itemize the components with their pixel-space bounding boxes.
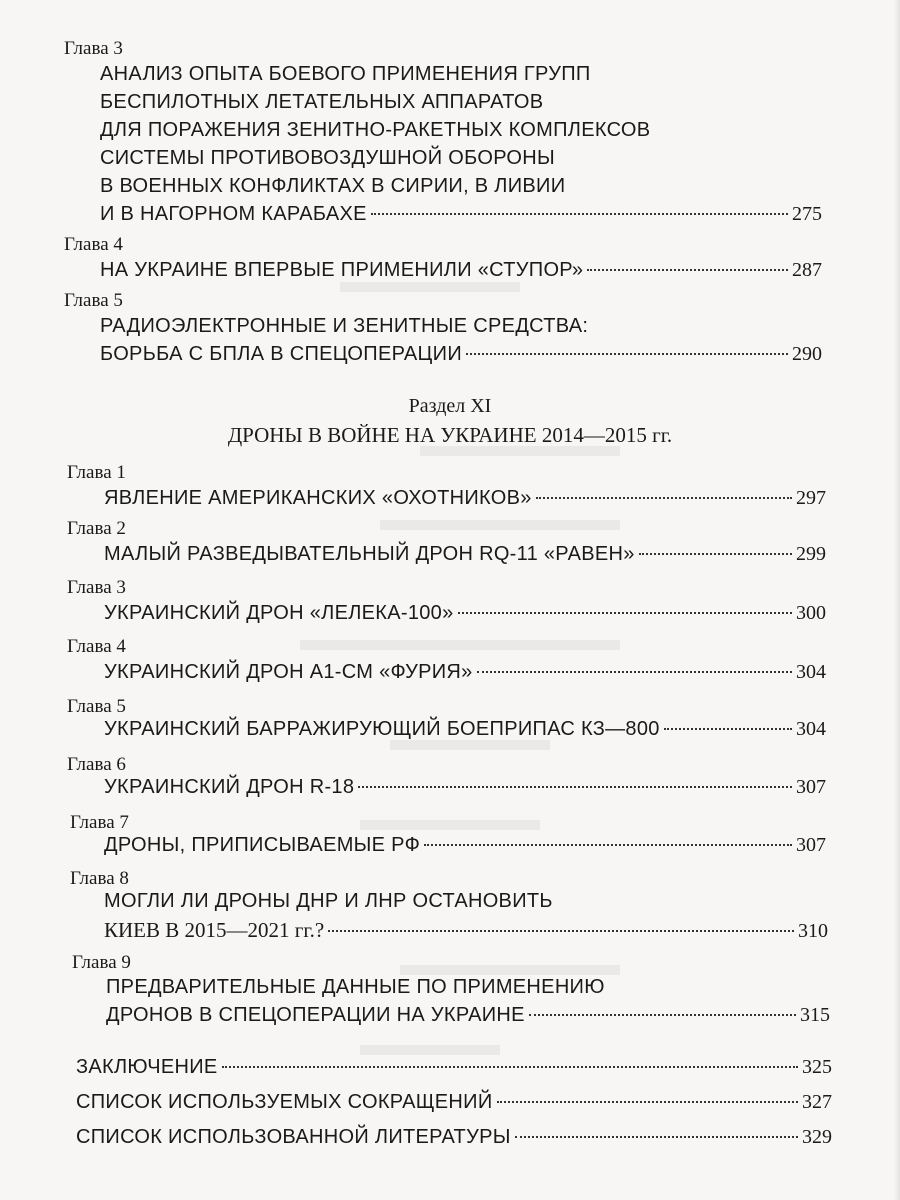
chapter-label: Глава 3 xyxy=(64,38,123,59)
chapter-title-line: АНАЛИЗ ОПЫТА БОЕВОГО ПРИМЕНЕНИЯ ГРУПП xyxy=(100,63,591,85)
page-number: 287 xyxy=(792,259,822,281)
toc-entry-title: СПИСОК ИСПОЛЬЗОВАННОЙ ЛИТЕРАТУРЫ xyxy=(76,1126,511,1148)
page-number: 275 xyxy=(792,203,822,225)
toc-entry-literature[interactable] xyxy=(76,1126,832,1149)
section-title: ДРОНЫ В ВОЙНЕ НА УКРАИНЕ 2014—2015 гг. xyxy=(227,423,673,447)
page-number: 310 xyxy=(798,920,828,942)
toc-entry[interactable] xyxy=(106,1004,830,1027)
chapter-title-line: БЕСПИЛОТНЫХ ЛЕТАТЕЛЬНЫХ АППАРАТОВ xyxy=(100,91,544,113)
toc-entry-abbreviations[interactable] xyxy=(76,1091,832,1114)
toc-entry-title: УКРАИНСКИЙ ДРОН «ЛЕЛЕКА-100» xyxy=(104,602,454,624)
dot-leader xyxy=(587,269,788,271)
dot-leader xyxy=(424,844,792,846)
dot-leader xyxy=(222,1066,798,1068)
toc-entry[interactable] xyxy=(104,918,828,943)
page-number: 327 xyxy=(802,1091,832,1113)
toc-entry-title: УКРАИНСКИЙ ДРОН А1-СМ «ФУРИЯ» xyxy=(104,661,473,683)
toc-entry-title: ЗАКЛЮЧЕНИЕ xyxy=(76,1056,218,1078)
dot-leader xyxy=(664,728,792,730)
chapter-title-line: ДЛЯ ПОРАЖЕНИЯ ЗЕНИТНО-РАКЕТНЫХ КОМПЛЕКСОВ xyxy=(100,119,651,141)
dot-leader xyxy=(529,1014,796,1016)
page-number: 329 xyxy=(802,1126,832,1148)
dot-leader xyxy=(515,1136,798,1138)
page-edge-shadow xyxy=(894,0,900,1200)
page-number: 325 xyxy=(802,1056,832,1078)
dot-leader xyxy=(536,497,792,499)
page-number: 304 xyxy=(796,718,826,740)
toc-entry-title: НА УКРАИНЕ ВПЕРВЫЕ ПРИМЕНИЛИ «СТУПОР» xyxy=(100,259,584,281)
toc-entry-title: МАЛЫЙ РАЗВЕДЫВАТЕЛЬНЫЙ ДРОН RQ-11 «РАВЕН» xyxy=(104,543,635,565)
dot-leader xyxy=(358,786,792,788)
toc-entry-title: ДРОНЫ, ПРИПИСЫВАЕМЫЕ РФ xyxy=(104,834,421,856)
page-number: 299 xyxy=(796,543,826,565)
chapter-label: Глава 8 xyxy=(70,868,129,889)
dot-leader xyxy=(466,353,788,355)
toc-entry-title: УКРАИНСКИЙ ДРОН R-18 xyxy=(104,776,355,798)
chapter-label: Глава 5 xyxy=(67,696,126,717)
section-label: Раздел XI xyxy=(408,395,492,417)
chapter-label: Глава 9 xyxy=(72,952,131,973)
toc-entry-title: ДРОНОВ В СПЕЦОПЕРАЦИИ НА УКРАИНЕ xyxy=(106,1004,525,1026)
toc-entry[interactable] xyxy=(100,343,822,366)
toc-entry[interactable] xyxy=(100,259,822,282)
chapter-label: Глава 7 xyxy=(70,812,129,833)
toc-entry[interactable] xyxy=(104,602,826,625)
toc-entry[interactable] xyxy=(104,487,826,510)
chapter-title-line: РАДИОЭЛЕКТРОННЫЕ И ЗЕНИТНЫЕ СРЕДСТВА: xyxy=(100,315,589,337)
dot-leader xyxy=(477,671,792,673)
toc-entry[interactable] xyxy=(104,776,826,799)
chapter-label: Глава 4 xyxy=(64,234,123,255)
toc-entry[interactable] xyxy=(100,203,822,226)
page-number: 315 xyxy=(800,1004,830,1026)
toc-entry[interactable] xyxy=(104,834,826,857)
chapter-label: Глава 2 xyxy=(67,518,126,539)
toc-entry-title: СПИСОК ИСПОЛЬЗУЕМЫХ СОКРАЩЕНИЙ xyxy=(76,1091,493,1113)
page-number: 307 xyxy=(796,834,826,856)
dot-leader xyxy=(371,213,788,215)
toc-entry-title: БОРЬБА С БПЛА В СПЕЦОПЕРАЦИИ xyxy=(100,343,462,365)
chapter-title-line: СИСТЕМЫ ПРОТИВОВОЗДУШНОЙ ОБОРОНЫ xyxy=(100,147,555,169)
chapter-label: Глава 5 xyxy=(64,290,123,311)
toc-entry-conclusion[interactable] xyxy=(76,1056,832,1079)
toc-entry-title: УКРАИНСКИЙ БАРРАЖИРУЮЩИЙ БОЕПРИПАС КЗ—800 xyxy=(104,718,660,740)
toc-entry[interactable] xyxy=(104,543,826,566)
dot-leader xyxy=(458,612,792,614)
chapter-title-line: ПРЕДВАРИТЕЛЬНЫЕ ДАННЫЕ ПО ПРИМЕНЕНИЮ xyxy=(106,976,605,998)
chapter-title-line: В ВОЕННЫХ КОНФЛИКТАХ В СИРИИ, В ЛИВИИ xyxy=(100,175,566,197)
page-number: 300 xyxy=(796,602,826,624)
page-number: 304 xyxy=(796,661,826,683)
toc-entry[interactable] xyxy=(104,718,826,741)
page-number: 297 xyxy=(796,487,826,509)
chapter-label: Глава 6 xyxy=(67,754,126,775)
dot-leader xyxy=(639,553,792,555)
page-number: 290 xyxy=(792,343,822,365)
dot-leader xyxy=(497,1101,798,1103)
toc-entry-title: И В НАГОРНОМ КАРАБАХЕ xyxy=(100,203,367,225)
chapter-label: Глава 3 xyxy=(67,577,126,598)
dot-leader xyxy=(328,930,794,932)
chapter-label: Глава 4 xyxy=(67,636,126,657)
toc-entry[interactable] xyxy=(104,661,826,684)
page-number: 307 xyxy=(796,776,826,798)
toc-entry-title: ЯВЛЕНИЕ АМЕРИКАНСКИХ «ОХОТНИКОВ» xyxy=(104,487,532,509)
chapter-title-line: МОГЛИ ЛИ ДРОНЫ ДНР И ЛНР ОСТАНОВИТЬ xyxy=(104,890,553,912)
chapter-label: Глава 1 xyxy=(67,462,126,483)
toc-entry-title: КИЕВ В 2015—2021 гг.? xyxy=(104,918,325,942)
